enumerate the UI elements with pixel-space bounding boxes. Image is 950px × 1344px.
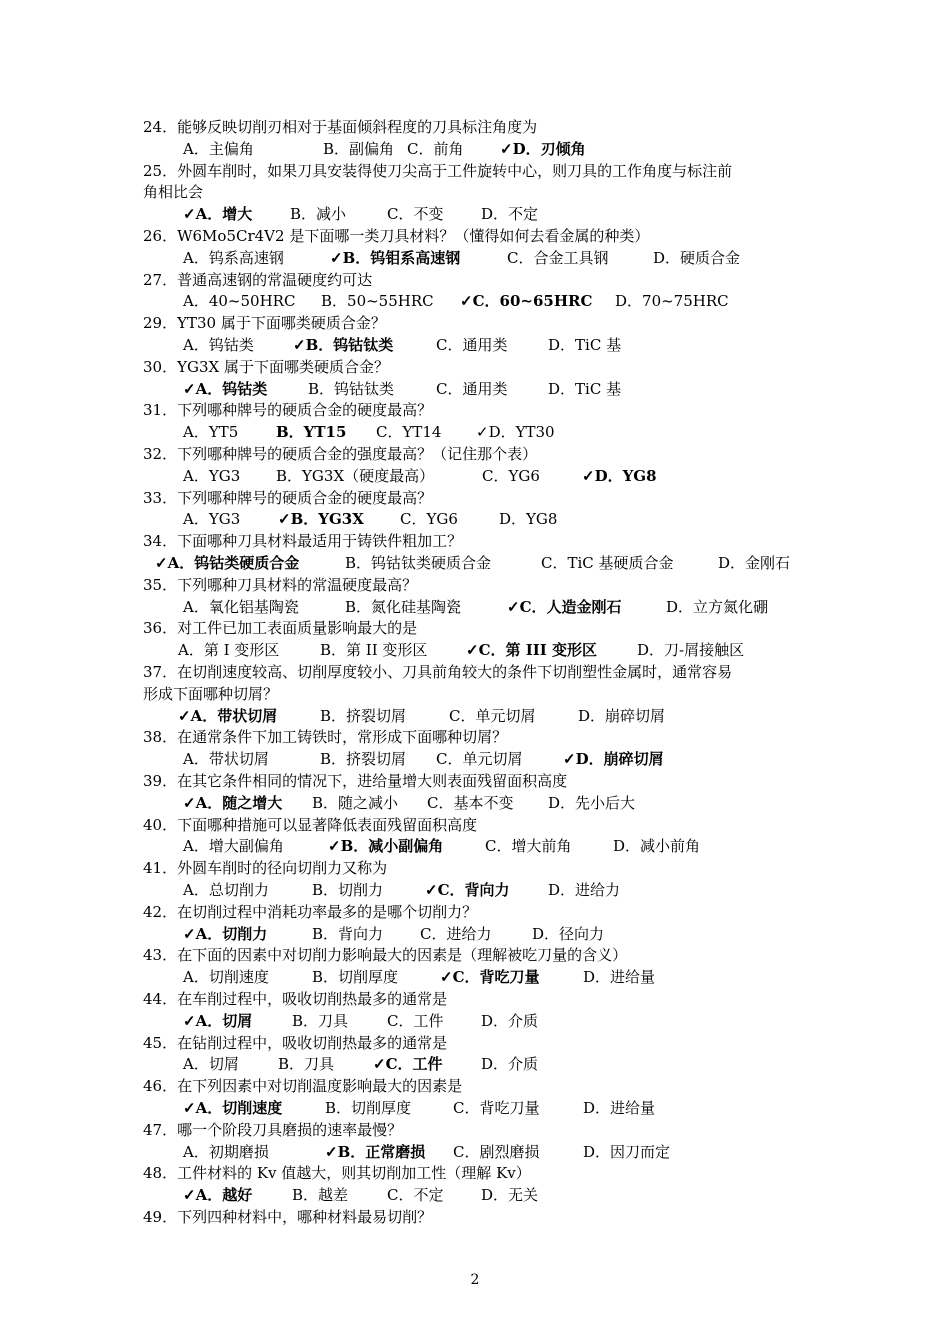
question-text — [0, 726, 950, 748]
question-text — [0, 356, 950, 378]
answer-option: C．工件 — [387, 1011, 444, 1030]
question-text — [0, 312, 950, 334]
question-text — [0, 1206, 950, 1228]
answer-option: D．先小后大 — [548, 793, 636, 812]
answer-option: ✓A．钨钴类 — [183, 379, 268, 398]
answer-option: B．随之减小 — [312, 793, 399, 812]
answer-option: C．YG6 — [400, 510, 458, 529]
answer-options — [0, 508, 950, 530]
answer-option: B．副偏角 — [323, 139, 395, 158]
answer-option: D．进给量 — [583, 1099, 656, 1117]
answer-option: B．50~55HRC — [321, 292, 434, 311]
answer-option: D．进给力 — [548, 881, 621, 899]
answer-options — [0, 552, 950, 574]
question-text — [0, 857, 950, 879]
answer-options — [0, 334, 950, 356]
question-stem: 40．下面哪种措施可以显著降低表面残留面积高度 — [143, 815, 478, 834]
answer-option: D．不定 — [481, 205, 539, 224]
question-text — [0, 661, 950, 683]
question-text — [0, 487, 950, 509]
answer-option: D．TiC 基 — [548, 379, 622, 398]
answer-options — [0, 378, 950, 400]
answer-options — [0, 792, 950, 814]
answer-option: C．单元切屑 — [436, 750, 523, 769]
question-text — [0, 443, 950, 465]
answer-options — [0, 966, 950, 988]
answer-option: A．钨系高速钢 — [183, 248, 284, 267]
answer-option: C．YT14 — [376, 423, 442, 442]
question-text — [0, 1162, 950, 1184]
question-text — [0, 160, 950, 182]
question-stem: 44．在车削过程中，吸收切削热最多的通常是 — [143, 990, 448, 1008]
answer-option: D．硬质合金 — [653, 248, 741, 267]
answer-option: C．增大前角 — [485, 837, 572, 856]
answer-option: ✓A．钨钴类硬质合金 — [155, 554, 300, 572]
answer-options — [0, 923, 950, 945]
answer-option: ✓D．崩碎切屑 — [563, 750, 664, 769]
answer-option: ✓C．工件 — [373, 1055, 443, 1074]
question-stem: 27．普通高速钢的常温硬度约可达 — [143, 270, 373, 289]
question-text — [0, 944, 950, 966]
question-text — [0, 988, 950, 1010]
answer-option: ✓D．刃倾角 — [500, 139, 586, 158]
question-text — [0, 814, 950, 836]
answer-option: ✓B．钨钴钛类 — [293, 336, 394, 354]
question-stem: 49．下列四种材料中，哪种材料最易切削？ — [143, 1208, 433, 1226]
question-text — [0, 1075, 950, 1097]
question-text — [0, 901, 950, 923]
answer-option: D．进给量 — [583, 968, 656, 987]
answer-option: A．氧化铝基陶瓷 — [183, 597, 299, 616]
answer-option: D．介质 — [481, 1055, 539, 1074]
answer-option: C．不变 — [387, 205, 444, 224]
answer-option: ✓C．背向力 — [425, 881, 510, 899]
answer-option: ✓B．正常磨损 — [325, 1142, 426, 1161]
answer-options — [0, 879, 950, 901]
question-stem: 35．下列哪种刀具材料的常温硬度最高？ — [143, 575, 418, 594]
answer-option: B．背向力 — [312, 924, 384, 943]
answer-option: ✓B．YG3X — [278, 510, 364, 529]
answer-option: ✓C．人造金刚石 — [507, 597, 622, 616]
answer-option: ✓B．钨钼系高速钢 — [330, 248, 461, 267]
page-number: 2 — [470, 1272, 480, 1288]
answer-option: A．带状切屑 — [183, 750, 269, 769]
answer-option: B．YT15 — [276, 423, 347, 442]
answer-option: C．前角 — [407, 139, 464, 158]
answer-option: D．立方氮化硼 — [666, 597, 769, 616]
question-stem: 30．YG3X 属于下面哪类硬质合金？ — [143, 357, 389, 376]
question-stem: 34．下面哪种刀具材料最适用于铸铁件粗加工？ — [143, 532, 463, 551]
answer-option: B．钨钴钛类硬质合金 — [345, 554, 492, 572]
question-text — [0, 770, 950, 792]
answer-options — [0, 290, 950, 312]
answer-option: B．YG3X（硬度最高） — [276, 466, 435, 485]
answer-option: A．切屑 — [183, 1055, 239, 1074]
answer-options — [0, 1141, 950, 1163]
answer-option: C．通用类 — [436, 336, 508, 354]
answer-option: ✓C．第 III 变形区 — [466, 641, 598, 660]
answer-option: D．径向力 — [532, 924, 605, 943]
answer-option: C．TiC 基硬质合金 — [541, 554, 674, 572]
question-text — [0, 530, 950, 552]
answer-option: ✓A．增大 — [183, 205, 253, 224]
answer-option: C．不定 — [387, 1186, 444, 1205]
answer-options — [0, 705, 950, 727]
answer-option: A．总切削力 — [183, 881, 269, 899]
answer-option: C．基本不变 — [427, 793, 514, 812]
answer-option: D．TiC 基 — [548, 336, 622, 354]
answer-option: A．钨钴类 — [183, 336, 254, 354]
answer-option: B．氮化硅基陶瓷 — [345, 597, 462, 616]
answer-option: B．切削厚度 — [325, 1099, 412, 1117]
answer-option: ✓A．越好 — [183, 1186, 253, 1205]
answer-option: ✓A．切屑 — [183, 1011, 253, 1030]
answer-option: ✓B．减小副偏角 — [328, 837, 444, 856]
answer-option: B．减小 — [290, 205, 347, 224]
question-stem: 25．外圆车削时，如果刀具安装得使刀尖高于工件旋转中心，则刀具的工作角度与标注前 — [143, 161, 733, 180]
question-stem: 36．对工件已加工表面质量影响最大的是 — [143, 619, 418, 638]
answer-option: D．崩碎切屑 — [578, 706, 666, 725]
answer-options — [0, 1184, 950, 1206]
answer-options — [0, 1097, 950, 1119]
question-stem: 45．在钻削过程中，吸收切削热最多的通常是 — [143, 1033, 448, 1052]
answer-option: ✓A．切削力 — [183, 924, 268, 943]
answer-option: C．通用类 — [436, 379, 508, 398]
question-stem: 39．在其它条件相同的情况下，进给量增大则表面残留面积高度 — [143, 772, 568, 790]
answer-options — [0, 1010, 950, 1032]
question-stem: 形成下面哪种切屑？ — [143, 684, 279, 703]
answer-options — [0, 465, 950, 487]
answer-option: B．刀具 — [278, 1055, 335, 1074]
question-text — [0, 181, 950, 203]
question-text — [0, 617, 950, 639]
question-stem: 29．YT30 属于下面哪类硬质合金？ — [143, 314, 386, 333]
answer-option: B．挤裂切屑 — [320, 750, 407, 769]
answer-option: A．YT5 — [183, 423, 239, 442]
answer-options — [0, 138, 950, 160]
answer-options — [0, 247, 950, 269]
question-stem: 33．下列哪种牌号的硬质合金的硬度最高？ — [143, 488, 433, 507]
answer-option: D．因刀而定 — [583, 1142, 671, 1161]
answer-options — [0, 835, 950, 857]
question-stem: 41．外圆车削时的径向切削力又称为 — [143, 859, 388, 878]
question-stem: 46．在下列因素中对切削温度影响最大的因素是 — [143, 1077, 463, 1096]
question-stem: 47．哪一个阶段刀具磨损的速率最慢？ — [143, 1120, 403, 1139]
answer-option: C．剧烈磨损 — [453, 1142, 540, 1161]
answer-option: B．钨钴钛类 — [308, 379, 395, 398]
answer-option: D．金刚石 — [718, 554, 791, 572]
answer-option: C．YG6 — [482, 466, 540, 485]
answer-option: D．刀-屑接触区 — [637, 641, 745, 660]
question-stem: 48．工件材料的 Kv 值越大，则其切削加工性（理解 Kv） — [143, 1164, 531, 1183]
answer-option: ✓D．YT30 — [476, 423, 555, 442]
question-stem: 角相比会 — [143, 183, 204, 202]
question-text — [0, 1032, 950, 1054]
answer-option: C．进给力 — [420, 924, 492, 943]
question-text — [0, 269, 950, 291]
answer-option: D．介质 — [481, 1011, 539, 1030]
question-stem: 43．在下面的因素中对切削力影响最大的因素是（理解被吃刀量的含义） — [143, 946, 628, 965]
answer-option: B．越差 — [292, 1186, 349, 1205]
answer-option: C．背吃刀量 — [453, 1099, 540, 1117]
answer-option: ✓C．背吃刀量 — [440, 968, 540, 987]
answer-option: D．减小前角 — [613, 837, 701, 856]
answer-option: D．70~75HRC — [615, 292, 729, 311]
question-stem: 31．下列哪种牌号的硬质合金的硬度最高？ — [143, 401, 433, 420]
answer-option: A．主偏角 — [183, 139, 254, 158]
answer-option: B．刀具 — [292, 1011, 349, 1030]
question-text — [0, 225, 950, 247]
answer-option: A．YG3 — [183, 466, 241, 485]
answer-option: B．切削厚度 — [312, 968, 399, 987]
answer-option: ✓A．带状切屑 — [178, 706, 278, 725]
answer-option: D．YG8 — [499, 510, 558, 529]
question-text — [0, 1119, 950, 1141]
answer-option: B．挤裂切屑 — [320, 706, 407, 725]
answer-options — [0, 421, 950, 443]
answer-options — [0, 203, 950, 225]
answer-option: C．合金工具钢 — [507, 248, 609, 267]
answer-option: ✓A．随之增大 — [183, 793, 283, 812]
answer-option: ✓C．60~65HRC — [460, 292, 593, 311]
answer-option: ✓D．YG8 — [582, 466, 657, 485]
question-stem: 37．在切削速度较高、切削厚度较小、刀具前角较大的条件下切削塑性金属时，通常容易 — [143, 663, 733, 681]
answer-option: C．单元切屑 — [449, 706, 536, 725]
answer-option: A．40~50HRC — [183, 292, 296, 311]
answer-option: B．切削力 — [312, 881, 384, 899]
answer-option: D．无关 — [481, 1186, 539, 1205]
answer-options — [0, 1053, 950, 1075]
answer-option: A．增大副偏角 — [183, 837, 284, 856]
question-text — [0, 683, 950, 705]
question-text — [0, 574, 950, 596]
question-stem: 38．在通常条件下加工铸铁时，常形成下面哪种切屑？ — [143, 728, 508, 747]
question-stem: 42．在切削过程中消耗功率最多的是哪个切削力？ — [143, 902, 478, 921]
answer-option: A．初期磨损 — [183, 1142, 269, 1161]
question-text — [0, 116, 950, 138]
answer-option: A．YG3 — [183, 510, 241, 529]
answer-option: ✓A．切削速度 — [183, 1099, 283, 1117]
question-stem: 32．下列哪种牌号的硬质合金的强度最高？（记住那个表） — [143, 445, 538, 463]
answer-option: B．第 II 变形区 — [320, 641, 428, 660]
question-stem: 24．能够反映切削刃相对于基面倾斜程度的刀具标注角度为 — [143, 118, 538, 136]
question-text — [0, 399, 950, 421]
answer-options — [0, 748, 950, 770]
answer-options — [0, 596, 950, 618]
answer-options — [0, 639, 950, 661]
answer-option: A．第 I 变形区 — [178, 641, 280, 660]
question-stem: 26．W6Mo5Cr4V2 是下面哪一类刀具材料？（懂得如何去看金属的种类） — [143, 227, 650, 245]
answer-option: A．切削速度 — [183, 968, 269, 987]
